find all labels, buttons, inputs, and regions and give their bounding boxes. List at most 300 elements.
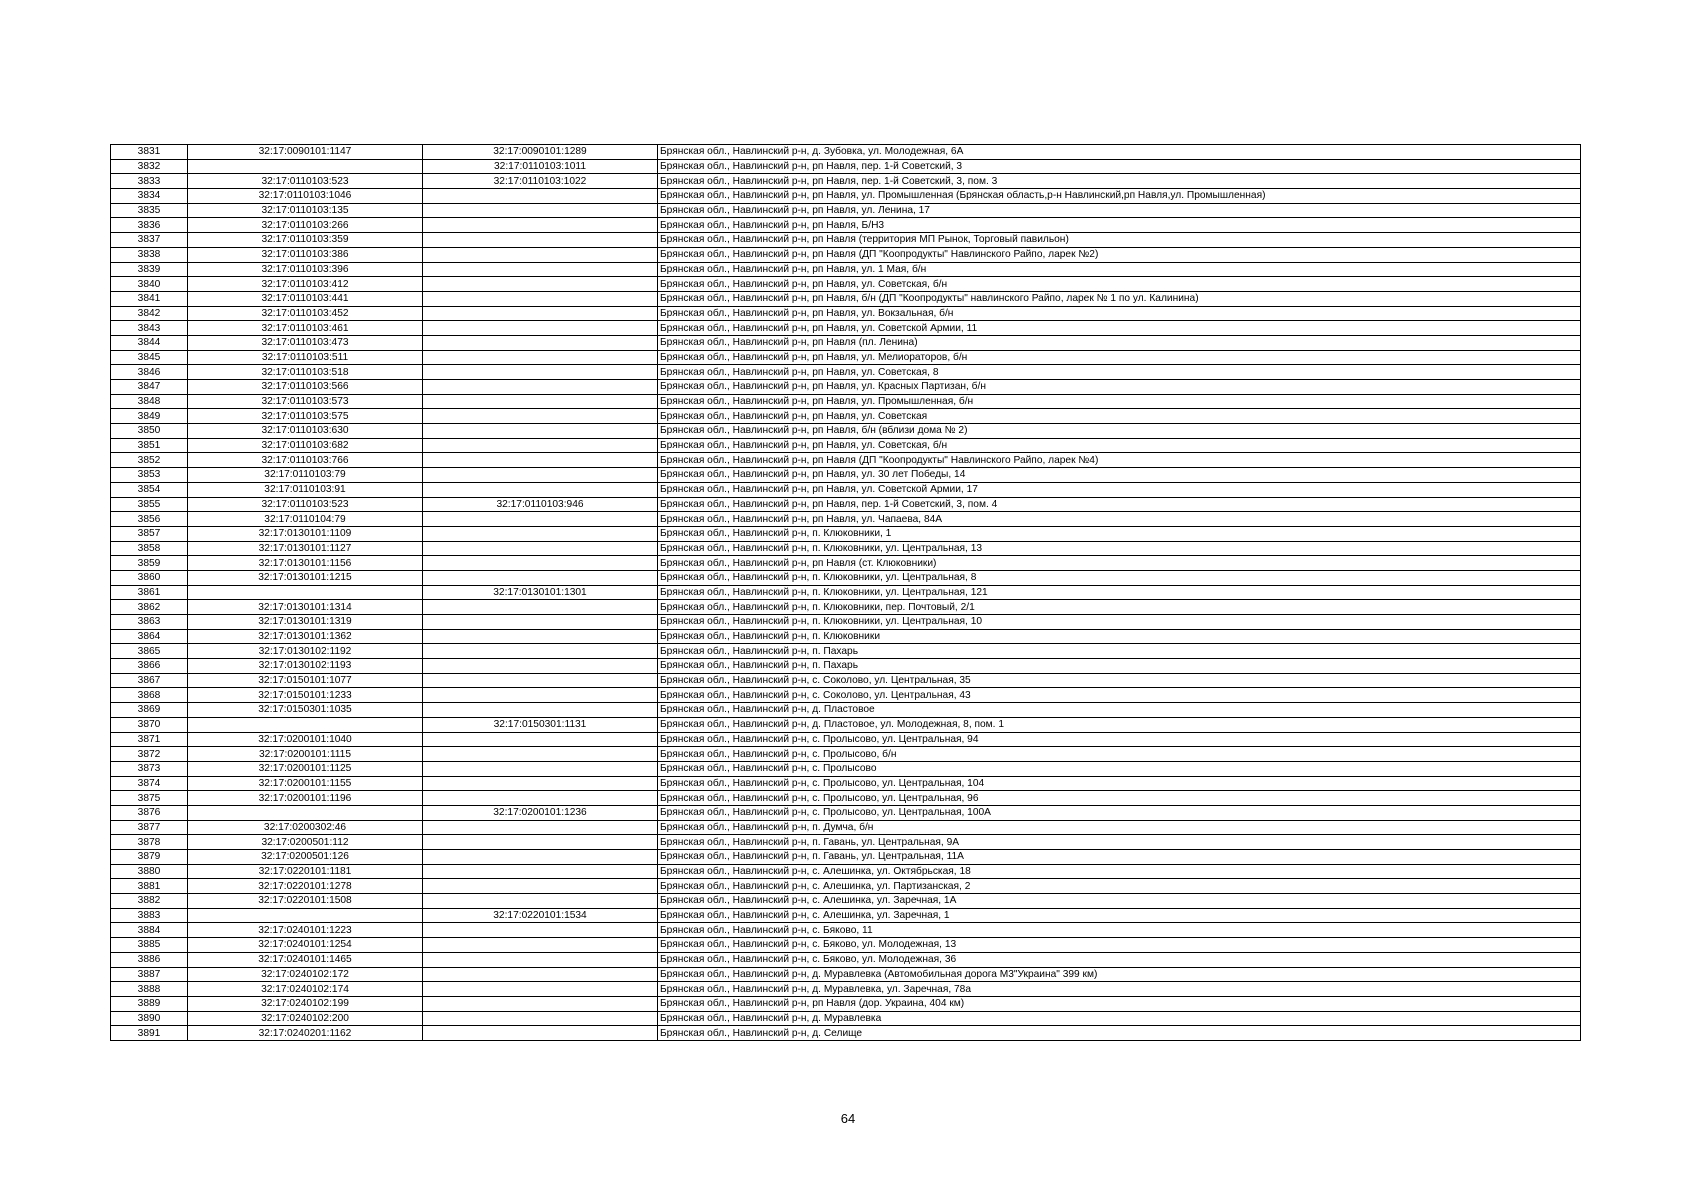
cadastral-number-cell: 32:17:0110103:523 xyxy=(188,174,423,189)
table-row xyxy=(111,850,1581,865)
address-cell: Брянская обл., Навлинский р-н, рп Навля, ул. Советская xyxy=(658,409,1581,424)
table-row xyxy=(111,629,1581,644)
related-cadastral-number-cell xyxy=(423,1011,658,1026)
related-cadastral-number-cell xyxy=(423,189,658,204)
table-row xyxy=(111,967,1581,982)
cadastral-number-cell: 32:17:0110103:630 xyxy=(188,424,423,439)
table-row xyxy=(111,644,1581,659)
address-cell: Брянская обл., Навлинский р-н, рп Навля (дор. Украина, 404 км) xyxy=(658,996,1581,1011)
row-number-cell: 3882 xyxy=(111,894,188,909)
cadastral-number-cell: 32:17:0220101:1508 xyxy=(188,894,423,909)
cadastral-number-cell: 32:17:0220101:1278 xyxy=(188,879,423,894)
cadastral-number-cell xyxy=(188,717,423,732)
row-number-cell: 3886 xyxy=(111,952,188,967)
cadastral-number-cell: 32:17:0130101:1314 xyxy=(188,600,423,615)
related-cadastral-number-cell xyxy=(423,365,658,380)
table-row xyxy=(111,424,1581,439)
address-cell: Брянская обл., Навлинский р-н, с. Пролысово xyxy=(658,761,1581,776)
address-cell: Брянская обл., Навлинский р-н, с. Алешинка, ул. Октябрьская, 18 xyxy=(658,864,1581,879)
address-cell: Брянская обл., Навлинский р-н, с. Соколово, ул. Центральная, 43 xyxy=(658,688,1581,703)
related-cadastral-number-cell xyxy=(423,703,658,718)
related-cadastral-number-cell xyxy=(423,835,658,850)
row-number-cell: 3858 xyxy=(111,541,188,556)
address-cell: Брянская обл., Навлинский р-н, д. Муравлевка xyxy=(658,1011,1581,1026)
cadastral-number-cell xyxy=(188,908,423,923)
row-number-cell: 3838 xyxy=(111,247,188,262)
row-number-cell: 3845 xyxy=(111,350,188,365)
related-cadastral-number-cell xyxy=(423,761,658,776)
address-cell: Брянская обл., Навлинский р-н, п. Клюковники, ул. Центральная, 13 xyxy=(658,541,1581,556)
table-row xyxy=(111,159,1581,174)
address-cell: Брянская обл., Навлинский р-н, п. Клюковники, пер. Почтовый, 2/1 xyxy=(658,600,1581,615)
table-row xyxy=(111,218,1581,233)
row-number-cell: 3877 xyxy=(111,820,188,835)
table-row xyxy=(111,277,1581,292)
related-cadastral-number-cell xyxy=(423,982,658,997)
address-cell: Брянская обл., Навлинский р-н, рп Навля, ул. Чапаева, 84А xyxy=(658,512,1581,527)
cadastral-number-cell: 32:17:0240101:1223 xyxy=(188,923,423,938)
address-cell: Брянская обл., Навлинский р-н, с. Пролысово, ул. Центральная, 96 xyxy=(658,791,1581,806)
table-row xyxy=(111,864,1581,879)
cadastral-number-cell: 32:17:0110103:682 xyxy=(188,438,423,453)
table-row xyxy=(111,776,1581,791)
related-cadastral-number-cell xyxy=(423,967,658,982)
row-number-cell: 3883 xyxy=(111,908,188,923)
table-row xyxy=(111,952,1581,967)
cadastral-number-cell: 32:17:0110104:79 xyxy=(188,512,423,527)
row-number-cell: 3881 xyxy=(111,879,188,894)
cadastral-number-cell: 32:17:0110103:135 xyxy=(188,203,423,218)
table-row xyxy=(111,585,1581,600)
cadastral-number-cell: 32:17:0200101:1115 xyxy=(188,747,423,762)
row-number-cell: 3871 xyxy=(111,732,188,747)
related-cadastral-number-cell xyxy=(423,335,658,350)
cadastral-number-cell: 32:17:0130101:1215 xyxy=(188,570,423,585)
cadastral-number-cell: 32:17:0110103:766 xyxy=(188,453,423,468)
related-cadastral-number-cell xyxy=(423,629,658,644)
table-row xyxy=(111,673,1581,688)
row-number-cell: 3870 xyxy=(111,717,188,732)
related-cadastral-number-cell: 32:17:0110103:946 xyxy=(423,497,658,512)
table-row xyxy=(111,791,1581,806)
row-number-cell: 3888 xyxy=(111,982,188,997)
related-cadastral-number-cell xyxy=(423,996,658,1011)
related-cadastral-number-cell: 32:17:0090101:1289 xyxy=(423,145,658,160)
cadastral-number-cell xyxy=(188,159,423,174)
address-cell: Брянская обл., Навлинский р-н, п. Клюковники, 1 xyxy=(658,526,1581,541)
address-cell: Брянская обл., Навлинский р-н, рп Навля, ул. Вокзальная, б/н xyxy=(658,306,1581,321)
table-row xyxy=(111,203,1581,218)
row-number-cell: 3880 xyxy=(111,864,188,879)
related-cadastral-number-cell xyxy=(423,438,658,453)
table-row xyxy=(111,996,1581,1011)
row-number-cell: 3876 xyxy=(111,805,188,820)
address-cell: Брянская обл., Навлинский р-н, п. Клюковники xyxy=(658,629,1581,644)
address-cell: Брянская обл., Навлинский р-н, рп Навля, б/н (ДП "Коопродукты" навлинского Райпо, ларек № 1 по ул. Калинина) xyxy=(658,291,1581,306)
row-number-cell: 3855 xyxy=(111,497,188,512)
row-number-cell: 3875 xyxy=(111,791,188,806)
table-row xyxy=(111,174,1581,189)
table-row xyxy=(111,923,1581,938)
table-row xyxy=(111,570,1581,585)
table-row xyxy=(111,747,1581,762)
row-number-cell: 3836 xyxy=(111,218,188,233)
address-cell: Брянская обл., Навлинский р-н, рп Навля, ул. 30 лет Победы, 14 xyxy=(658,468,1581,483)
row-number-cell: 3859 xyxy=(111,556,188,571)
row-number-cell: 3866 xyxy=(111,659,188,674)
row-number-cell: 3840 xyxy=(111,277,188,292)
related-cadastral-number-cell xyxy=(423,615,658,630)
table-row xyxy=(111,497,1581,512)
row-number-cell: 3835 xyxy=(111,203,188,218)
table-row xyxy=(111,247,1581,262)
table-row xyxy=(111,291,1581,306)
address-cell: Брянская обл., Навлинский р-н, рп Навля, ул. Советская, б/н xyxy=(658,277,1581,292)
address-cell: Брянская обл., Навлинский р-н, с. Пролысово, ул. Центральная, 104 xyxy=(658,776,1581,791)
cadastral-number-cell: 32:17:0200501:112 xyxy=(188,835,423,850)
table-row xyxy=(111,321,1581,336)
cadastral-number-cell: 32:17:0130101:1362 xyxy=(188,629,423,644)
address-cell: Брянская обл., Навлинский р-н, п. Пахарь xyxy=(658,644,1581,659)
property-registry-table xyxy=(110,144,1581,1041)
address-cell: Брянская обл., Навлинский р-н, с. Алешинка, ул. Заречная, 1 xyxy=(658,908,1581,923)
related-cadastral-number-cell xyxy=(423,321,658,336)
row-number-cell: 3873 xyxy=(111,761,188,776)
cadastral-number-cell: 32:17:0110103:441 xyxy=(188,291,423,306)
address-cell: Брянская обл., Навлинский р-н, рп Навля, ул. Советской Армии, 11 xyxy=(658,321,1581,336)
cadastral-number-cell: 32:17:0200101:1040 xyxy=(188,732,423,747)
related-cadastral-number-cell xyxy=(423,306,658,321)
row-number-cell: 3834 xyxy=(111,189,188,204)
cadastral-number-cell: 32:17:0130101:1319 xyxy=(188,615,423,630)
address-cell: Брянская обл., Навлинский р-н, д. Зубовка, ул. Молодежная, 6А xyxy=(658,145,1581,160)
row-number-cell: 3863 xyxy=(111,615,188,630)
table-row xyxy=(111,233,1581,248)
address-cell: Брянская обл., Навлинский р-н, с. Алешинка, ул. Партизанская, 2 xyxy=(658,879,1581,894)
cadastral-number-cell: 32:17:0110103:396 xyxy=(188,262,423,277)
cadastral-number-cell: 32:17:0110103:1046 xyxy=(188,189,423,204)
row-number-cell: 3890 xyxy=(111,1011,188,1026)
row-number-cell: 3884 xyxy=(111,923,188,938)
related-cadastral-number-cell xyxy=(423,600,658,615)
address-cell: Брянская обл., Навлинский р-н, д. Селище xyxy=(658,1026,1581,1041)
row-number-cell: 3885 xyxy=(111,938,188,953)
related-cadastral-number-cell xyxy=(423,453,658,468)
row-number-cell: 3864 xyxy=(111,629,188,644)
cadastral-number-cell: 32:17:0110103:461 xyxy=(188,321,423,336)
table-row xyxy=(111,380,1581,395)
related-cadastral-number-cell xyxy=(423,247,658,262)
address-cell: Брянская обл., Навлинский р-н, с. Алешинка, ул. Заречная, 1А xyxy=(658,894,1581,909)
address-cell: Брянская обл., Навлинский р-н, д. Пластовое, ул. Молодежная, 8, пом. 1 xyxy=(658,717,1581,732)
address-cell: Брянская обл., Навлинский р-н, с. Пролысово, ул. Центральная, 94 xyxy=(658,732,1581,747)
cadastral-number-cell: 32:17:0110103:91 xyxy=(188,482,423,497)
cadastral-number-cell: 32:17:0240102:174 xyxy=(188,982,423,997)
row-number-cell: 3891 xyxy=(111,1026,188,1041)
related-cadastral-number-cell xyxy=(423,233,658,248)
row-number-cell: 3878 xyxy=(111,835,188,850)
table-row xyxy=(111,526,1581,541)
cadastral-number-cell: 32:17:0130101:1109 xyxy=(188,526,423,541)
address-cell: Брянская обл., Навлинский р-н, рп Навля, ул. Мелиораторов, б/н xyxy=(658,350,1581,365)
cadastral-number-cell: 32:17:0090101:1147 xyxy=(188,145,423,160)
row-number-cell: 3853 xyxy=(111,468,188,483)
cadastral-number-cell: 32:17:0110103:566 xyxy=(188,380,423,395)
row-number-cell: 3849 xyxy=(111,409,188,424)
related-cadastral-number-cell xyxy=(423,468,658,483)
address-cell: Брянская обл., Навлинский р-н, рп Навля, пер. 1-й Советский, 3, пом. 3 xyxy=(658,174,1581,189)
row-number-cell: 3861 xyxy=(111,585,188,600)
row-number-cell: 3852 xyxy=(111,453,188,468)
cadastral-number-cell: 32:17:0130101:1156 xyxy=(188,556,423,571)
related-cadastral-number-cell xyxy=(423,291,658,306)
table-row xyxy=(111,982,1581,997)
related-cadastral-number-cell xyxy=(423,776,658,791)
cadastral-number-cell xyxy=(188,585,423,600)
related-cadastral-number-cell xyxy=(423,424,658,439)
cadastral-number-cell: 32:17:0110103:79 xyxy=(188,468,423,483)
cadastral-number-cell: 32:17:0110103:386 xyxy=(188,247,423,262)
cadastral-number-cell: 32:17:0110103:575 xyxy=(188,409,423,424)
address-cell: Брянская обл., Навлинский р-н, рп Навля, пер. 1-й Советский, 3 xyxy=(658,159,1581,174)
table-row xyxy=(111,335,1581,350)
related-cadastral-number-cell xyxy=(423,482,658,497)
row-number-cell: 3872 xyxy=(111,747,188,762)
row-number-cell: 3869 xyxy=(111,703,188,718)
table-row xyxy=(111,805,1581,820)
related-cadastral-number-cell xyxy=(423,673,658,688)
address-cell: Брянская обл., Навлинский р-н, рп Навля (ст. Клюковники) xyxy=(658,556,1581,571)
address-cell: Брянская обл., Навлинский р-н, п. Клюковники, ул. Центральная, 10 xyxy=(658,615,1581,630)
related-cadastral-number-cell: 32:17:0110103:1011 xyxy=(423,159,658,174)
address-cell: Брянская обл., Навлинский р-н, п. Гавань, ул. Центральная, 9А xyxy=(658,835,1581,850)
cadastral-number-cell: 32:17:0110103:412 xyxy=(188,277,423,292)
cadastral-number-cell: 32:17:0240101:1254 xyxy=(188,938,423,953)
related-cadastral-number-cell xyxy=(423,879,658,894)
row-number-cell: 3831 xyxy=(111,145,188,160)
table-row xyxy=(111,879,1581,894)
related-cadastral-number-cell xyxy=(423,409,658,424)
cadastral-number-cell: 32:17:0130102:1192 xyxy=(188,644,423,659)
related-cadastral-number-cell: 32:17:0130101:1301 xyxy=(423,585,658,600)
table-row xyxy=(111,615,1581,630)
address-cell: Брянская обл., Навлинский р-н, рп Навля, ул. Советская, 8 xyxy=(658,365,1581,380)
row-number-cell: 3868 xyxy=(111,688,188,703)
cadastral-number-cell: 32:17:0130102:1193 xyxy=(188,659,423,674)
address-cell: Брянская обл., Навлинский р-н, с. Пролысово, б/н xyxy=(658,747,1581,762)
related-cadastral-number-cell xyxy=(423,380,658,395)
address-cell: Брянская обл., Навлинский р-н, рп Навля (территория МП Рынок, Торговый павильон) xyxy=(658,233,1581,248)
related-cadastral-number-cell xyxy=(423,659,658,674)
address-cell: Брянская обл., Навлинский р-н, рп Навля, ул. Красных Партизан, б/н xyxy=(658,380,1581,395)
related-cadastral-number-cell: 32:17:0200101:1236 xyxy=(423,805,658,820)
related-cadastral-number-cell xyxy=(423,952,658,967)
address-cell: Брянская обл., Навлинский р-н, рп Навля (пл. Ленина) xyxy=(658,335,1581,350)
cadastral-number-cell: 32:17:0150101:1233 xyxy=(188,688,423,703)
table-row xyxy=(111,894,1581,909)
related-cadastral-number-cell xyxy=(423,732,658,747)
address-cell: Брянская обл., Навлинский р-н, с. Бяково, ул. Молодежная, 36 xyxy=(658,952,1581,967)
related-cadastral-number-cell xyxy=(423,394,658,409)
related-cadastral-number-cell xyxy=(423,526,658,541)
row-number-cell: 3860 xyxy=(111,570,188,585)
cadastral-number-cell: 32:17:0200101:1155 xyxy=(188,776,423,791)
table-row xyxy=(111,703,1581,718)
row-number-cell: 3862 xyxy=(111,600,188,615)
related-cadastral-number-cell: 32:17:0220101:1534 xyxy=(423,908,658,923)
related-cadastral-number-cell xyxy=(423,541,658,556)
row-number-cell: 3847 xyxy=(111,380,188,395)
cadastral-number-cell: 32:17:0200302:46 xyxy=(188,820,423,835)
address-cell: Брянская обл., Навлинский р-н, д. Пластовое xyxy=(658,703,1581,718)
related-cadastral-number-cell xyxy=(423,570,658,585)
related-cadastral-number-cell xyxy=(423,820,658,835)
row-number-cell: 3867 xyxy=(111,673,188,688)
address-cell: Брянская обл., Навлинский р-н, рп Навля, ул. 1 Мая, б/н xyxy=(658,262,1581,277)
address-cell: Брянская обл., Навлинский р-н, п. Гавань, ул. Центральная, 11А xyxy=(658,850,1581,865)
table-row xyxy=(111,365,1581,380)
table-row xyxy=(111,761,1581,776)
cadastral-number-cell: 32:17:0110103:523 xyxy=(188,497,423,512)
table-row xyxy=(111,350,1581,365)
cadastral-number-cell: 32:17:0150301:1035 xyxy=(188,703,423,718)
row-number-cell: 3874 xyxy=(111,776,188,791)
table-row xyxy=(111,659,1581,674)
address-cell: Брянская обл., Навлинский р-н, рп Навля, пер. 1-й Советский, 3, пом. 4 xyxy=(658,497,1581,512)
table-row xyxy=(111,938,1581,953)
related-cadastral-number-cell xyxy=(423,556,658,571)
table-row xyxy=(111,453,1581,468)
cadastral-number-cell xyxy=(188,805,423,820)
table-row xyxy=(111,541,1581,556)
related-cadastral-number-cell xyxy=(423,688,658,703)
address-cell: Брянская обл., Навлинский р-н, рп Навля, ул. Ленина, 17 xyxy=(658,203,1581,218)
table-row xyxy=(111,394,1581,409)
row-number-cell: 3842 xyxy=(111,306,188,321)
table-row xyxy=(111,732,1581,747)
cadastral-number-cell: 32:17:0240102:200 xyxy=(188,1011,423,1026)
cadastral-number-cell: 32:17:0240101:1465 xyxy=(188,952,423,967)
cadastral-number-cell: 32:17:0110103:359 xyxy=(188,233,423,248)
cadastral-number-cell: 32:17:0110103:511 xyxy=(188,350,423,365)
registry-table-body xyxy=(111,145,1581,1041)
table-row xyxy=(111,512,1581,527)
row-number-cell: 3854 xyxy=(111,482,188,497)
row-number-cell: 3841 xyxy=(111,291,188,306)
table-row xyxy=(111,438,1581,453)
cadastral-number-cell: 32:17:0110103:518 xyxy=(188,365,423,380)
related-cadastral-number-cell xyxy=(423,644,658,659)
cadastral-number-cell: 32:17:0110103:473 xyxy=(188,335,423,350)
row-number-cell: 3832 xyxy=(111,159,188,174)
cadastral-number-cell: 32:17:0240201:1162 xyxy=(188,1026,423,1041)
address-cell: Брянская обл., Навлинский р-н, с. Пролысово, ул. Центральная, 100А xyxy=(658,805,1581,820)
related-cadastral-number-cell xyxy=(423,850,658,865)
table-row xyxy=(111,409,1581,424)
row-number-cell: 3848 xyxy=(111,394,188,409)
related-cadastral-number-cell xyxy=(423,923,658,938)
related-cadastral-number-cell xyxy=(423,747,658,762)
table-row xyxy=(111,306,1581,321)
address-cell: Брянская обл., Навлинский р-н, рп Навля, ул. Промышленная, б/н xyxy=(658,394,1581,409)
row-number-cell: 3846 xyxy=(111,365,188,380)
address-cell: Брянская обл., Навлинский р-н, д. Муравлевка, ул. Заречная, 78а xyxy=(658,982,1581,997)
address-cell: Брянская обл., Навлинский р-н, рп Навля (ДП "Коопродукты" Навлинского Райпо, ларек №2) xyxy=(658,247,1581,262)
related-cadastral-number-cell xyxy=(423,262,658,277)
related-cadastral-number-cell: 32:17:0150301:1131 xyxy=(423,717,658,732)
row-number-cell: 3833 xyxy=(111,174,188,189)
row-number-cell: 3839 xyxy=(111,262,188,277)
table-row xyxy=(111,1011,1581,1026)
address-cell: Брянская обл., Навлинский р-н, рп Навля, ул. Промышленная (Брянская область,р-н Навлинский,рп Навля,ул. Промышленная) xyxy=(658,189,1581,204)
row-number-cell: 3889 xyxy=(111,996,188,1011)
related-cadastral-number-cell xyxy=(423,894,658,909)
table-row xyxy=(111,262,1581,277)
row-number-cell: 3844 xyxy=(111,335,188,350)
related-cadastral-number-cell xyxy=(423,277,658,292)
address-cell: Брянская обл., Навлинский р-н, п. Думча, б/н xyxy=(658,820,1581,835)
table-row xyxy=(111,189,1581,204)
address-cell: Брянская обл., Навлинский р-н, п. Клюковники, ул. Центральная, 121 xyxy=(658,585,1581,600)
table-row xyxy=(111,1026,1581,1041)
related-cadastral-number-cell xyxy=(423,203,658,218)
row-number-cell: 3851 xyxy=(111,438,188,453)
related-cadastral-number-cell xyxy=(423,864,658,879)
page-number: 64 xyxy=(840,1111,856,1126)
row-number-cell: 3857 xyxy=(111,526,188,541)
row-number-cell: 3843 xyxy=(111,321,188,336)
row-number-cell: 3887 xyxy=(111,967,188,982)
related-cadastral-number-cell xyxy=(423,350,658,365)
related-cadastral-number-cell xyxy=(423,1026,658,1041)
cadastral-number-cell: 32:17:0220101:1181 xyxy=(188,864,423,879)
address-cell: Брянская обл., Навлинский р-н, с. Соколово, ул. Центральная, 35 xyxy=(658,673,1581,688)
table-row xyxy=(111,717,1581,732)
cadastral-number-cell: 32:17:0200101:1196 xyxy=(188,791,423,806)
row-number-cell: 3856 xyxy=(111,512,188,527)
cadastral-number-cell: 32:17:0130101:1127 xyxy=(188,541,423,556)
address-cell: Брянская обл., Навлинский р-н, рп Навля, Б/Н3 xyxy=(658,218,1581,233)
cadastral-number-cell: 32:17:0240102:172 xyxy=(188,967,423,982)
address-cell: Брянская обл., Навлинский р-н, п. Пахарь xyxy=(658,659,1581,674)
cadastral-number-cell: 32:17:0240102:199 xyxy=(188,996,423,1011)
table-row xyxy=(111,482,1581,497)
address-cell: Брянская обл., Навлинский р-н, рп Навля, б/н (вблизи дома № 2) xyxy=(658,424,1581,439)
row-number-cell: 3837 xyxy=(111,233,188,248)
row-number-cell: 3865 xyxy=(111,644,188,659)
address-cell: Брянская обл., Навлинский р-н, рп Навля, ул. Советской Армии, 17 xyxy=(658,482,1581,497)
cadastral-number-cell: 32:17:0110103:573 xyxy=(188,394,423,409)
cadastral-number-cell: 32:17:0200501:126 xyxy=(188,850,423,865)
row-number-cell: 3879 xyxy=(111,850,188,865)
table-row xyxy=(111,145,1581,160)
table-row xyxy=(111,688,1581,703)
address-cell: Брянская обл., Навлинский р-н, с. Бяково, ул. Молодежная, 13 xyxy=(658,938,1581,953)
related-cadastral-number-cell: 32:17:0110103:1022 xyxy=(423,174,658,189)
cadastral-number-cell: 32:17:0110103:452 xyxy=(188,306,423,321)
address-cell: Брянская обл., Навлинский р-н, рп Навля, ул. Советская, б/н xyxy=(658,438,1581,453)
row-number-cell: 3850 xyxy=(111,424,188,439)
related-cadastral-number-cell xyxy=(423,218,658,233)
address-cell: Брянская обл., Навлинский р-н, д. Муравлевка (Автомобильная дорога М3"Украина" 399 км) xyxy=(658,967,1581,982)
cadastral-number-cell: 32:17:0110103:266 xyxy=(188,218,423,233)
address-cell: Брянская обл., Навлинский р-н, рп Навля (ДП "Коопродукты" Навлинского Райпо, ларек №4) xyxy=(658,453,1581,468)
table-row xyxy=(111,556,1581,571)
table-row xyxy=(111,820,1581,835)
related-cadastral-number-cell xyxy=(423,791,658,806)
address-cell: Брянская обл., Навлинский р-н, с. Бяково, 11 xyxy=(658,923,1581,938)
cadastral-number-cell: 32:17:0200101:1125 xyxy=(188,761,423,776)
